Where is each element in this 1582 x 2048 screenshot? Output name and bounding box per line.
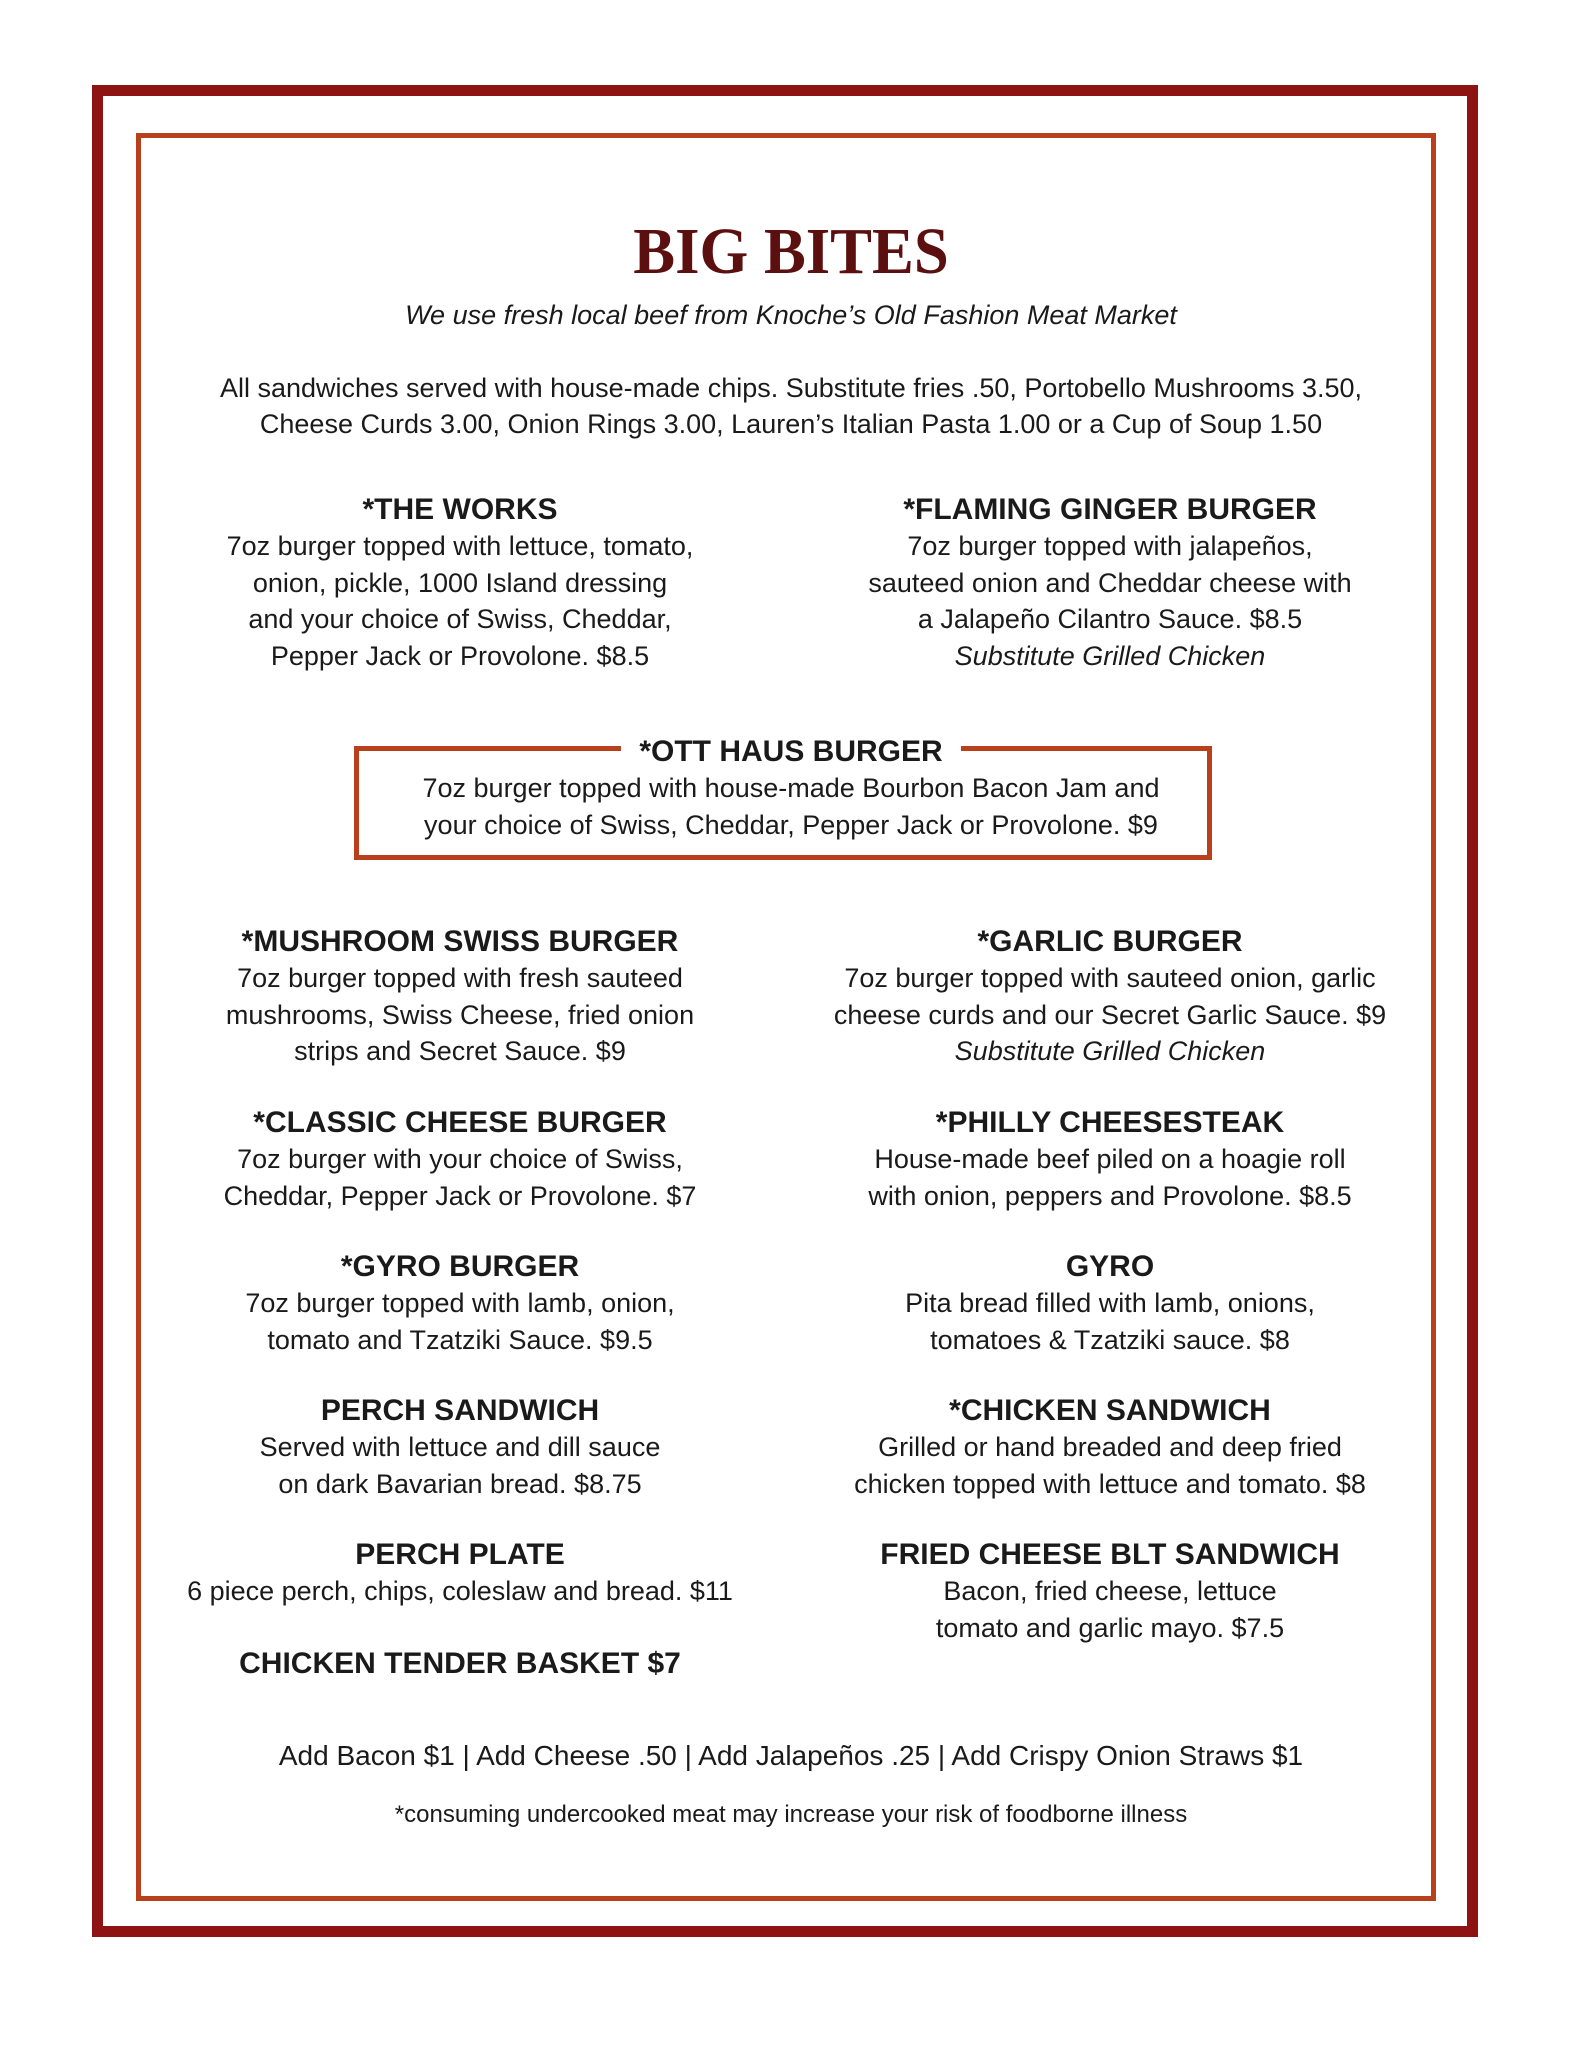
add-ons-line: Add Bacon $1 | Add Cheese .50 | Add Jalapeños .25 | Add Crispy Onion Straws $1: [278, 1740, 1304, 1771]
item-desc-line: 6 piece perch, chips, coleslaw and bread. $11: [187, 1576, 733, 1606]
item-desc-line: chicken topped with lettuce and tomato. $8: [854, 1468, 1366, 1499]
item-desc-line: 7oz burger topped with fresh sauteed: [237, 963, 683, 993]
item-name: *GARLIC BURGER: [977, 925, 1243, 958]
item-desc-line: 7oz burger topped with lamb, onion,: [245, 1288, 675, 1318]
item-desc-line: mushrooms, Swiss Cheese, fried onion: [225, 999, 695, 1030]
item-name: *GYRO BURGER: [340, 1250, 580, 1283]
item-desc-line: House-made beef piled on a hoagie roll: [874, 1144, 1346, 1174]
menu-item-flaming-ginger-burger: [820, 492, 1400, 674]
item-name: *THE WORKS: [362, 493, 558, 526]
item-substitute-note: Substitute Grilled Chicken: [954, 1036, 1266, 1066]
item-desc-line: on dark Bavarian bread. $8.75: [278, 1468, 642, 1499]
item-name: FRIED CHEESE BLT SANDWICH: [880, 1538, 1340, 1571]
menu-item-chicken-sandwich: [820, 1393, 1400, 1502]
item-desc-line: tomato and Tzatziki Sauce. $9.5: [267, 1324, 653, 1355]
item-name: *CLASSIC CHEESE BURGER: [253, 1106, 667, 1139]
item-desc-line: Grilled or hand breaded and deep fried: [878, 1432, 1342, 1462]
item-desc-line: Cheddar, Pepper Jack or Provolone. $7: [223, 1180, 697, 1211]
item-name: CHICKEN TENDER BASKET $7: [239, 1647, 681, 1680]
item-desc-line: Pita bread filled with lamb, onions,: [905, 1288, 1315, 1318]
item-name: GYRO: [1065, 1250, 1155, 1283]
featured-item-name: [0, 734, 1582, 770]
menu-item-mushroom-swiss-burger: [180, 924, 740, 1070]
item-substitute-note: Substitute Grilled Chicken: [954, 640, 1266, 671]
item-desc-line: 7oz burger topped with jalapeños,: [907, 531, 1313, 561]
menu-subtitle: We use fresh local beef from Knoche’s Old Fashion Meat Market: [405, 300, 1177, 330]
item-desc-line: your choice of Swiss, Cheddar, Pepper Jack or Provolone. $9: [424, 809, 1158, 840]
menu-item-perch-plate: [160, 1537, 760, 1610]
item-desc-line: tomato and garlic mayo. $7.5: [935, 1612, 1285, 1643]
item-name: *FLAMING GINGER BURGER: [903, 493, 1317, 526]
menu-item-fried-cheese-blt: [820, 1537, 1400, 1646]
sides-note-line: All sandwiches served with house-made chips. Substitute fries .50, Portobello Mushrooms 3.50,: [219, 373, 1363, 403]
item-desc-line: with onion, peppers and Provolone. $8.5: [868, 1180, 1352, 1211]
item-desc-line: strips and Secret Sauce. $9: [294, 1036, 626, 1066]
item-desc-line: sauteed onion and Cheddar cheese with: [868, 567, 1352, 598]
item-desc-line: 7oz burger with your choice of Swiss,: [237, 1144, 683, 1174]
item-desc-line: cheese curds and our Secret Garlic Sauce. $9: [833, 999, 1387, 1030]
item-desc-line: a Jalapeño Cilantro Sauce. $8.5: [917, 604, 1303, 634]
item-desc-line: onion, pickle, 1000 Island dressing: [252, 567, 668, 598]
menu-item-chicken-tender-basket: [180, 1646, 740, 1682]
item-name: *OTT HAUS BURGER: [621, 735, 960, 768]
featured-item-description: [0, 770, 1582, 843]
item-name: *CHICKEN SANDWICH: [949, 1394, 1271, 1427]
item-name: *PHILLY CHEESESTEAK: [935, 1106, 1285, 1139]
item-desc-line: Bacon, fried cheese, lettuce: [943, 1576, 1277, 1606]
item-desc-line: 7oz burger topped with house-made Bourbon Bacon Jam and: [422, 773, 1160, 803]
sides-note: [0, 370, 1582, 442]
item-desc-line: 7oz burger topped with sauteed onion, garlic: [844, 963, 1376, 993]
menu-item-perch-sandwich: [180, 1393, 740, 1502]
food-safety-disclaimer: *consuming undercooked meat may increase your risk of foodborne illness: [394, 1801, 1188, 1828]
item-name: PERCH SANDWICH: [320, 1394, 600, 1427]
menu-item-garlic-burger: [820, 924, 1400, 1070]
sides-note-line: Cheese Curds 3.00, Onion Rings 3.00, Lauren’s Italian Pasta 1.00 or a Cup of Soup 1.50: [259, 409, 1323, 439]
item-desc-line: 7oz burger topped with lettuce, tomato,: [226, 531, 694, 561]
menu-item-gyro: [820, 1249, 1400, 1358]
item-desc-line: and your choice of Swiss, Cheddar,: [248, 604, 672, 634]
item-name: *MUSHROOM SWISS BURGER: [241, 925, 679, 958]
item-desc-line: Pepper Jack or Provolone. $8.5: [270, 640, 650, 671]
menu-item-the-works: [180, 492, 740, 674]
menu-item-philly-cheesesteak: [820, 1105, 1400, 1214]
menu-item-gyro-burger: [180, 1249, 740, 1358]
menu-title: BIG BITES: [633, 215, 949, 288]
item-desc-line: tomatoes & Tzatziki sauce. $8: [930, 1324, 1290, 1355]
menu-item-classic-cheese-burger: [180, 1105, 740, 1214]
item-desc-line: Served with lettuce and dill sauce: [259, 1432, 661, 1462]
item-name: PERCH PLATE: [355, 1538, 565, 1571]
